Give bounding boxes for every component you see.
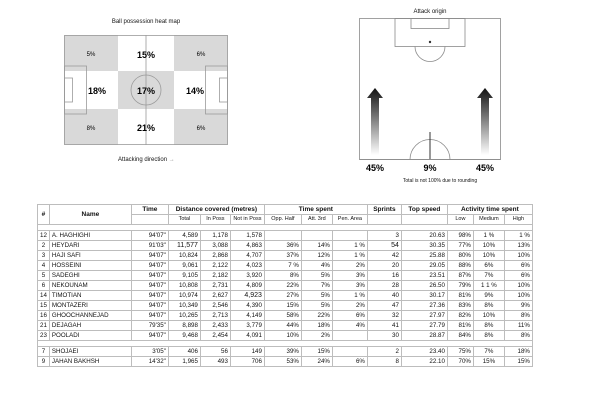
cell-name: MONTAZERI — [49, 301, 131, 311]
cell-in-poss: 2,433 — [200, 321, 230, 331]
rounding-note: Total is not 100% due to rounding — [402, 178, 478, 184]
table-row — [38, 291, 533, 301]
cell-pen-area: 1 % — [332, 291, 367, 301]
cell-opp-half: 58% — [264, 311, 301, 321]
cell-medium: 7% — [473, 271, 504, 281]
cell-in-poss: 1,178 — [200, 231, 230, 241]
cell-att-3rd: 2% — [301, 331, 332, 341]
cell-name: JAHAN BAKHSH — [49, 357, 131, 367]
cell-not-in-poss: 1,578 — [230, 231, 264, 241]
cell-total: 1,965 — [168, 357, 200, 367]
cell-num: 3 — [38, 251, 50, 261]
cell-num: 15 — [38, 301, 50, 311]
cell-pen-area: 2% — [332, 261, 367, 271]
table-row — [38, 347, 533, 357]
cell-name: TIMOTIAN — [49, 291, 131, 301]
attack-center-label: 9% — [423, 163, 437, 173]
cell-att-3rd: 5% — [301, 291, 332, 301]
cell-high: 8% — [504, 311, 532, 321]
cell-time: 94'07" — [131, 311, 168, 321]
cell-opp-half: 27% — [264, 291, 301, 301]
zone-label-mid-center: 17% — [136, 86, 156, 96]
cell-pen-area — [332, 331, 367, 341]
cell-top-speed: 27.79 — [401, 321, 447, 331]
subheader-pen-area: Pen. Area — [332, 215, 367, 225]
cell-time: 94'07" — [131, 281, 168, 291]
heatmap-title: Ball possession heat map — [111, 19, 181, 25]
cell-medium: 10% — [473, 241, 504, 251]
arrow-left — [367, 88, 383, 155]
cell-not-in-poss: 4,707 — [230, 251, 264, 261]
cell-not-in-poss: 4,923 — [230, 291, 264, 301]
cell-total: 11,577 — [168, 241, 200, 251]
table-row — [38, 241, 533, 251]
heatmap-pitch — [64, 35, 228, 145]
arrow-right-icon: → — [168, 157, 175, 163]
subheader-total: Total — [168, 215, 200, 225]
attack-origin-title: Attack origin — [413, 9, 447, 15]
cell-opp-half: 39% — [264, 347, 301, 357]
cell-pen-area: 3% — [332, 281, 367, 291]
cell-in-poss: 2,122 — [200, 261, 230, 271]
cell-name: A. HAGHIGHI — [49, 231, 131, 241]
cell-num: 16 — [38, 311, 50, 321]
cell-top-speed: 20.63 — [401, 231, 447, 241]
cell-high: 10% — [504, 281, 532, 291]
cell-sprints: 30 — [367, 331, 401, 341]
cell-not-in-poss: 4,809 — [230, 281, 264, 291]
cell-total: 10,808 — [168, 281, 200, 291]
cell-low: 81% — [447, 321, 473, 331]
cell-total: 4,589 — [168, 231, 200, 241]
cell-in-poss: 2,182 — [200, 271, 230, 281]
subheader-sprints-blank — [367, 215, 401, 225]
table-row — [38, 301, 533, 311]
subheader-low: Low — [447, 215, 473, 225]
cell-total: 10,265 — [168, 311, 200, 321]
cell-high: 13% — [504, 241, 532, 251]
cell-low: 88% — [447, 261, 473, 271]
cell-num: 9 — [38, 357, 50, 367]
cell-medium: 8% — [473, 321, 504, 331]
cell-time: 79'35" — [131, 321, 168, 331]
cell-sprints: 16 — [367, 271, 401, 281]
header-distance: Distance covered (metres) — [168, 205, 264, 215]
cell-top-speed: 30.35 — [401, 241, 447, 251]
cell-low: 77% — [447, 241, 473, 251]
cell-low: 81% — [447, 291, 473, 301]
cell-att-3rd: 7% — [301, 281, 332, 291]
attack-left-label: 45% — [365, 163, 385, 173]
cell-opp-half: 8% — [264, 271, 301, 281]
cell-sprints: 28 — [367, 281, 401, 291]
header-time-spent: Time spent — [264, 205, 367, 215]
header-num: # — [38, 205, 50, 225]
subheader-in-poss: In Poss — [200, 215, 230, 225]
cell-total: 9,061 — [168, 261, 200, 271]
cell-att-3rd: 5% — [301, 271, 332, 281]
cell-name: HOSSEINI — [49, 261, 131, 271]
cell-time: 14'32" — [131, 357, 168, 367]
cell-sprints: 41 — [367, 321, 401, 331]
cell-not-in-poss: 4,390 — [230, 301, 264, 311]
cell-in-poss: 2,731 — [200, 281, 230, 291]
cell-sprints: 47 — [367, 301, 401, 311]
cell-low: 87% — [447, 271, 473, 281]
cell-num: 14 — [38, 291, 50, 301]
cell-low: 70% — [447, 357, 473, 367]
cell-sprints: 3 — [367, 231, 401, 241]
cell-in-poss: 493 — [200, 357, 230, 367]
zone-label-bot-left: 8% — [86, 126, 96, 132]
cell-sprints: 40 — [367, 291, 401, 301]
cell-pen-area: 1 % — [332, 251, 367, 261]
cell-top-speed: 28.87 — [401, 331, 447, 341]
cell-in-poss: 2,627 — [200, 291, 230, 301]
cell-not-in-poss: 149 — [230, 347, 264, 357]
cell-time: 94'07" — [131, 251, 168, 261]
cell-top-speed: 30.17 — [401, 291, 447, 301]
cell-low: 82% — [447, 311, 473, 321]
cell-opp-half: 44% — [264, 321, 301, 331]
cell-time: 94'07" — [131, 301, 168, 311]
cell-top-speed: 29.05 — [401, 261, 447, 271]
attacking-direction-label: Attacking direction — [118, 157, 168, 163]
subheader-high: High — [504, 215, 532, 225]
table-row — [38, 231, 533, 241]
cell-in-poss: 2,546 — [200, 301, 230, 311]
cell-top-speed: 23.51 — [401, 271, 447, 281]
cell-name: SHOJAEI — [49, 347, 131, 357]
cell-top-speed: 22.10 — [401, 357, 447, 367]
cell-time: 91'03" — [131, 241, 168, 251]
cell-time: 3'05" — [131, 347, 168, 357]
cell-not-in-poss: 706 — [230, 357, 264, 367]
cell-high: 8% — [504, 331, 532, 341]
subheader-not-in-poss: Not in Poss — [230, 215, 264, 225]
cell-num: 12 — [38, 231, 50, 241]
table-row — [38, 261, 533, 271]
cell-total: 10,974 — [168, 291, 200, 301]
cell-high: 10% — [504, 251, 532, 261]
cell-opp-half — [264, 231, 301, 241]
cell-name: HAJI SAFI — [49, 251, 131, 261]
cell-name: POOLADI — [49, 331, 131, 341]
cell-name: GHOOCHANNEJAD — [49, 311, 131, 321]
header-activity: Activity time spent — [447, 205, 532, 215]
cell-medium: 15% — [473, 357, 504, 367]
cell-pen-area: 4% — [332, 321, 367, 331]
cell-att-3rd: 12% — [301, 251, 332, 261]
cell-att-3rd — [301, 231, 332, 241]
cell-pen-area: 3% — [332, 271, 367, 281]
cell-name: NEKOUNAM — [49, 281, 131, 291]
cell-opp-half: 7 % — [264, 261, 301, 271]
cell-pen-area: 6% — [332, 357, 367, 367]
cell-medium: 1 1 % — [473, 281, 504, 291]
cell-high: 6% — [504, 271, 532, 281]
cell-top-speed: 23.40 — [401, 347, 447, 357]
cell-num: 4 — [38, 261, 50, 271]
cell-pen-area: 1 % — [332, 241, 367, 251]
cell-low: 98% — [447, 231, 473, 241]
cell-medium: 1 % — [473, 231, 504, 241]
zone-label-top-center: 15% — [136, 50, 156, 60]
cell-pen-area: 2% — [332, 301, 367, 311]
cell-medium: 9% — [473, 291, 504, 301]
cell-att-3rd: 22% — [301, 311, 332, 321]
player-stats-table — [37, 204, 533, 367]
subheader-speed-blank — [401, 215, 447, 225]
subheader-opp-half: Opp. Half — [264, 215, 301, 225]
cell-medium: 7% — [473, 347, 504, 357]
cell-not-in-poss: 4,863 — [230, 241, 264, 251]
cell-high: 15% — [504, 357, 532, 367]
cell-num: 6 — [38, 281, 50, 291]
cell-sprints: 42 — [367, 251, 401, 261]
cell-opp-half: 53% — [264, 357, 301, 367]
cell-total: 8,898 — [168, 321, 200, 331]
zone-label-top-left: 5% — [86, 52, 96, 58]
cell-opp-half: 15% — [264, 301, 301, 311]
zone-label-mid-left: 18% — [87, 86, 107, 96]
cell-pen-area: 6% — [332, 311, 367, 321]
cell-sprints: 2 — [367, 347, 401, 357]
cell-medium: 10% — [473, 311, 504, 321]
cell-name: HEYDARI — [49, 241, 131, 251]
cell-low: 80% — [447, 251, 473, 261]
cell-in-poss: 56 — [200, 347, 230, 357]
cell-top-speed: 27.97 — [401, 311, 447, 321]
cell-att-3rd: 4% — [301, 261, 332, 271]
cell-high: 9% — [504, 301, 532, 311]
cell-low: 75% — [447, 347, 473, 357]
cell-in-poss: 2,454 — [200, 331, 230, 341]
cell-num: 5 — [38, 271, 50, 281]
cell-sprints: 54 — [367, 241, 401, 251]
cell-opp-half: 22% — [264, 281, 301, 291]
cell-num: 7 — [38, 347, 50, 357]
attack-right-label: 45% — [475, 163, 495, 173]
header-top-speed: Top speed — [401, 205, 447, 215]
cell-total: 9,468 — [168, 331, 200, 341]
cell-time: 94'07" — [131, 261, 168, 271]
cell-sprints: 32 — [367, 311, 401, 321]
subheader-att-3rd: Att. 3rd — [301, 215, 332, 225]
cell-att-3rd: 24% — [301, 357, 332, 367]
cell-total: 10,349 — [168, 301, 200, 311]
cell-medium: 6% — [473, 261, 504, 271]
cell-total: 406 — [168, 347, 200, 357]
cell-medium: 8% — [473, 301, 504, 311]
cell-pen-area — [332, 231, 367, 241]
cell-high: 10% — [504, 291, 532, 301]
table-row — [38, 311, 533, 321]
cell-low: 79% — [447, 281, 473, 291]
subheader-time-blank — [131, 215, 168, 225]
table-row — [38, 331, 533, 341]
header-sprints: Sprints — [367, 205, 401, 215]
cell-top-speed: 25.88 — [401, 251, 447, 261]
table-row — [38, 271, 533, 281]
cell-low: 84% — [447, 331, 473, 341]
cell-name: DEJAGAH — [49, 321, 131, 331]
header-time: Time — [131, 205, 168, 215]
cell-opp-half: 10% — [264, 331, 301, 341]
cell-in-poss: 3,088 — [200, 241, 230, 251]
table-row — [38, 281, 533, 291]
cell-in-poss: 2,713 — [200, 311, 230, 321]
cell-medium: 10% — [473, 251, 504, 261]
header-name: Name — [49, 205, 131, 225]
cell-att-3rd: 18% — [301, 321, 332, 331]
cell-time: 94'07" — [131, 291, 168, 301]
table-row — [38, 251, 533, 261]
cell-medium: 8% — [473, 331, 504, 341]
zone-label-bot-center: 21% — [136, 123, 156, 133]
zone-label-top-right: 6% — [196, 52, 206, 58]
cell-in-poss: 2,868 — [200, 251, 230, 261]
cell-high: 11% — [504, 321, 532, 331]
cell-num: 21 — [38, 321, 50, 331]
cell-high: 18% — [504, 347, 532, 357]
cell-total: 10,824 — [168, 251, 200, 261]
cell-sprints: 20 — [367, 261, 401, 271]
zone-label-bot-right: 6% — [196, 126, 206, 132]
cell-sprints: 8 — [367, 357, 401, 367]
cell-pen-area — [332, 347, 367, 357]
cell-top-speed: 27.36 — [401, 301, 447, 311]
cell-att-3rd: 14% — [301, 241, 332, 251]
cell-not-in-poss: 3,779 — [230, 321, 264, 331]
arrow-right — [477, 88, 493, 155]
cell-num: 23 — [38, 331, 50, 341]
player-rows — [38, 231, 533, 341]
subheader-medium: Medium — [473, 215, 504, 225]
cell-att-3rd: 15% — [301, 347, 332, 357]
cell-not-in-poss: 4,149 — [230, 311, 264, 321]
attack-origin-pitch — [359, 18, 501, 178]
cell-att-3rd: 5% — [301, 301, 332, 311]
zone-label-mid-right: 14% — [185, 86, 205, 96]
cell-total: 9,105 — [168, 271, 200, 281]
cell-not-in-poss: 3,920 — [230, 271, 264, 281]
cell-time: 94'07" — [131, 331, 168, 341]
attacking-direction — [118, 157, 175, 163]
cell-name: SADEGHI — [49, 271, 131, 281]
cell-not-in-poss: 4,091 — [230, 331, 264, 341]
cell-not-in-poss: 4,023 — [230, 261, 264, 271]
cell-time: 94'07" — [131, 271, 168, 281]
cell-low: 83% — [447, 301, 473, 311]
cell-num: 2 — [38, 241, 50, 251]
substitute-rows — [38, 347, 533, 367]
table-row — [38, 357, 533, 367]
cell-opp-half: 37% — [264, 251, 301, 261]
cell-top-speed: 26.50 — [401, 281, 447, 291]
cell-high: 6% — [504, 261, 532, 271]
table-row — [38, 321, 533, 331]
cell-opp-half: 36% — [264, 241, 301, 251]
cell-high: 1 % — [504, 231, 532, 241]
cell-time: 94'07" — [131, 231, 168, 241]
